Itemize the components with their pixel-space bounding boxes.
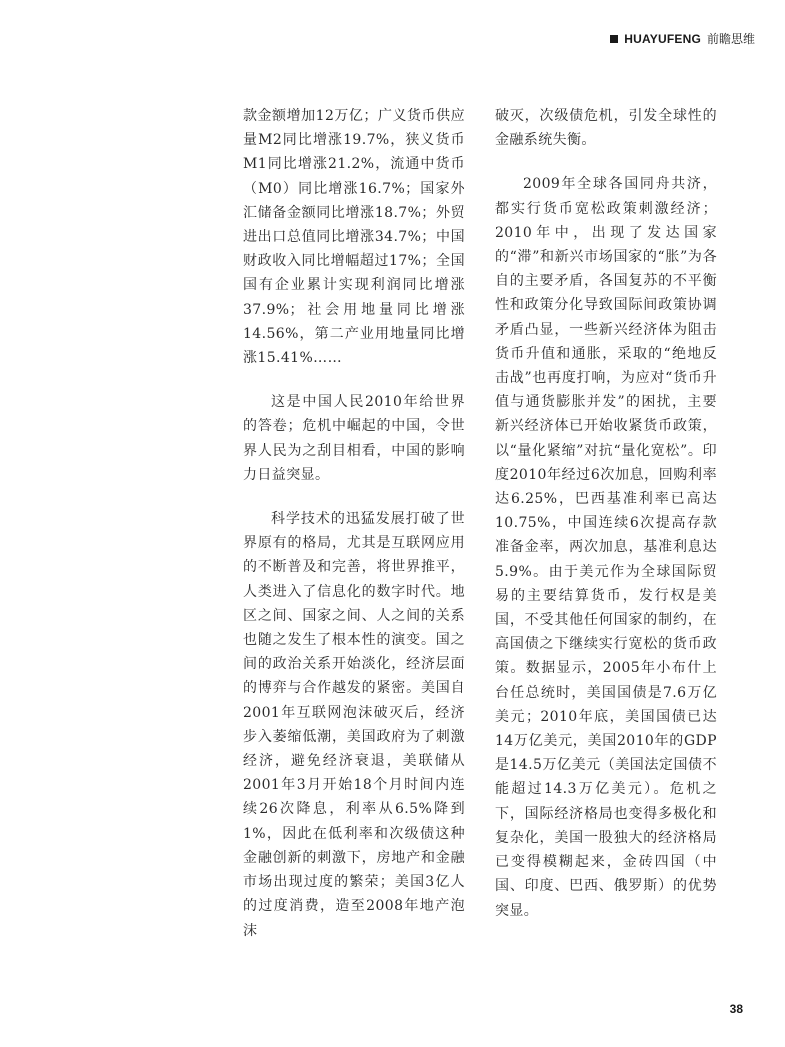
paragraph: 2009年全球各国同舟共济，都实行货币宽松政策刺激经济；2010年中，出现了发达国家的“滞”和新兴市场国家的“胀”为各自的主要矛盾，各国复苏的不平衡性和政策分化导致国际间政策协调矛盾凸显，一些新兴经济体为阻击货币升值和通胀，采取的“绝地反击战”也再度打响，为应对“货币升值与通货膨胀并发”的困扰，主要新兴经济体已开始收紧货币政策，以“量化紧缩”对抗“量化宽松”。印度2010年经过6次加息，回购利率达6.25%，巴西基准利率已高达10.75%，中国连续6次提高存款准备金率，两次加息，基准利息达5.9%。由于美元作为全球国际贸易的主要结算货币，发行权是美国，不受其他任何国家的制约，在高国债之下继续实行宽松的货币政策。数据显示，2005年小布什上台任总统时，美国国债是7.6万亿美元；2010年底，美国国债已达14万亿美元，美国2010年的GDP是14.5万亿美元（美国法定国债不能超过14.3万亿美元）。危机之下，国际经济格局也变得多极化和复杂化，美国一股独大的经济格局已变得模糊起来，金砖四国（中国、印度、巴西、俄罗斯）的优势突显。 [495, 176, 717, 919]
paragraph: 破灭，次级债危机，引发全球性的金融系统失衡。 [495, 108, 717, 149]
header-section: 前瞻思维 [706, 32, 755, 46]
paragraph: 科学技术的迅猛发展打破了世界原有的格局，尤其是互联网应用的不断普及和完善，将世界推平，人类进入了信息化的数字时代。地区之间、国家之间、人之间的关系也随之发生了根本性的演变。国之间的政治关系开始淡化，经济层面的博弈与合作越发的紧密。美国自2001年互联网泡沫破灭后，经济步入萎缩低潮，美国政府为了刺激经济，避免经济衰退，美联储从2001年3月开始18个月时间内连续26次降息，利率从6.5%降到1%，因此在低利率和次级债这种金融创新的刺激下，房地产和金融市场出现过度的繁荣；美国3亿人的过度消费，造至2008年地产泡沫 [243, 511, 465, 939]
square-bullet-icon [610, 35, 618, 43]
header-brand: HUAYUFENG [624, 31, 701, 46]
paragraph: 款金额增加12万亿；广义货币供应量M2同比增涨19.7%，狭义货币M1同比增涨21.2%，流通中货币（M0）同比增涨16.7%；国家外汇储备金额同比增涨18.7%；外贸进出口总值同比增涨34.7%；中国财政收入同比增幅超过17%；全国国有企业累计实现利润同比增涨37.9%；社会用地量同比增涨14.56%，第二产业用地量同比增涨15.41%…… [243, 108, 465, 367]
right-text-column [495, 104, 717, 943]
paragraph: 这是中国人民2010年给世界的答卷；危机中崛起的中国，令世界人民为之刮目相看，中国的影响力日益突显。 [243, 394, 465, 483]
running-header [610, 30, 755, 47]
left-text-column [243, 104, 465, 963]
page-number: 38 [729, 1002, 743, 1016]
